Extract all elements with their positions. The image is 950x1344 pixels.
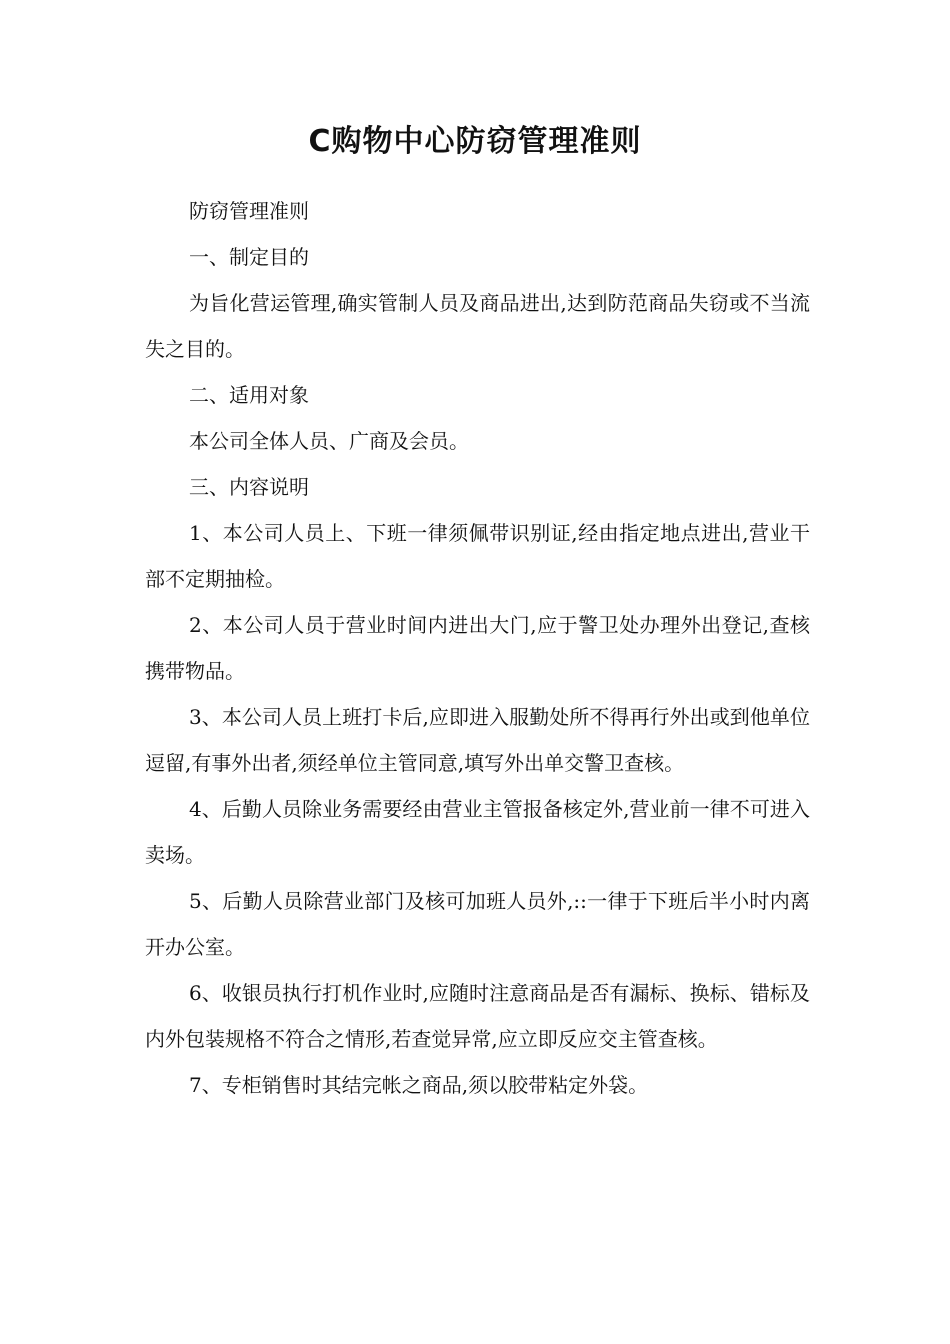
document-title: C购物中心防窃管理准则 (308, 124, 642, 159)
paragraph-heading: 防窃管理准则 (189, 199, 309, 223)
rule-item-1: 1、本公司人员上、下班一律须佩带识别证,经由指定地点进出,营业干部不定期抽检。 (145, 521, 810, 591)
section-heading-scope: 二、适用对象 (189, 383, 309, 407)
section-heading-purpose: 一、制定目的 (189, 245, 309, 269)
rule-item-7: 7、专柜销售时其结完帐之商品,须以胶带粘定外袋。 (189, 1073, 649, 1097)
document-body (145, 188, 810, 1108)
rule-item-3: 3、本公司人员上班打卡后,应即进入服勤处所不得再行外出或到他单位逗留,有事外出者,须经单位主管同意,填写外出单交警卫查核。 (145, 705, 810, 775)
rule-item-4: 4、后勤人员除业务需要经由营业主管报备核定外,营业前一律不可进入卖场。 (145, 797, 810, 867)
rule-item-6: 6、收银员执行打机作业时,应随时注意商品是否有漏标、换标、错标及内外包装规格不符合之情形,若查觉异常,应立即反应交主管查核。 (145, 981, 810, 1051)
paragraph-purpose: 为旨化营运管理,确实管制人员及商品进出,达到防范商品失窃或不当流失之目的。 (145, 291, 810, 361)
paragraph-scope: 本公司全体人员、广商及会员。 (189, 429, 469, 453)
section-heading-content: 三、内容说明 (189, 475, 309, 499)
rule-item-5: 5、后勤人员除营业部门及核可加班人员外,::一律于下班后半小时内离开办公室。 (145, 889, 810, 959)
rule-item-2: 2、本公司人员于营业时间内进出大门,应于警卫处办理外出登记,查核携带物品。 (145, 613, 810, 683)
